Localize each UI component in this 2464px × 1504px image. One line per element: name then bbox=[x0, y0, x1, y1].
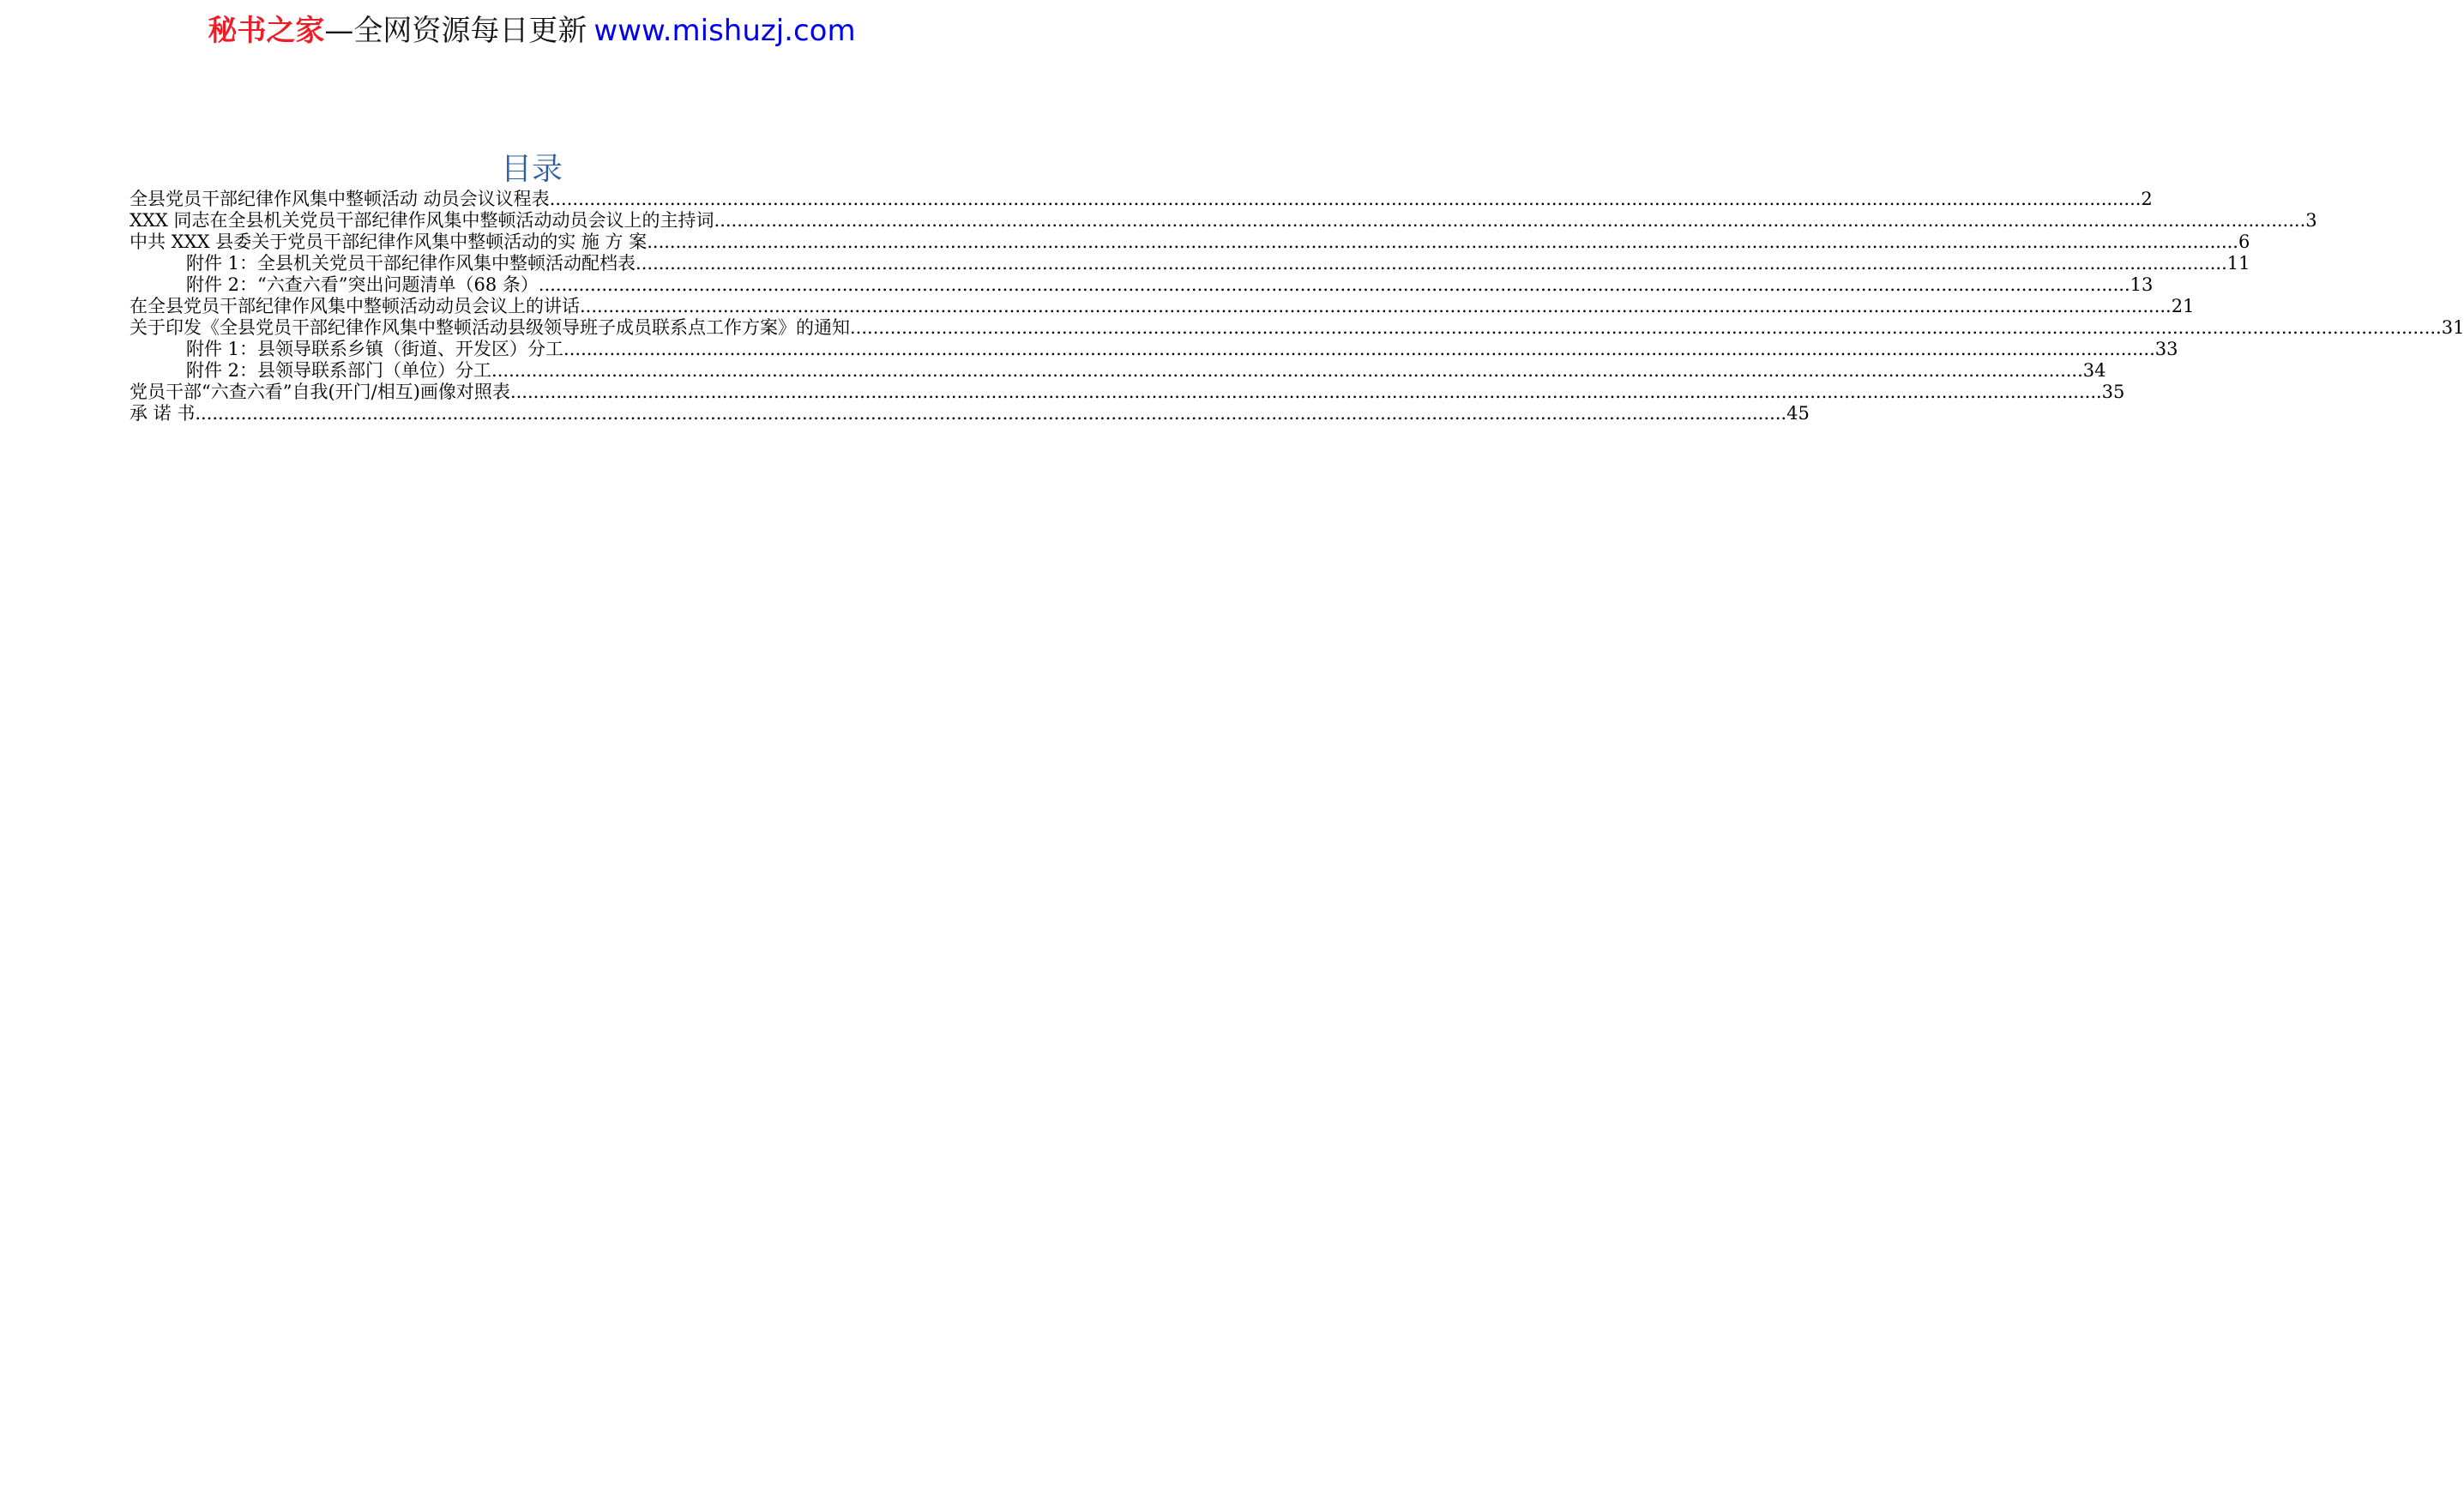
banner-url-link[interactable]: www.mishuzj.com bbox=[593, 14, 856, 48]
toc-leader-dots bbox=[563, 339, 2155, 360]
toc-entry-page: 13 bbox=[2130, 274, 2154, 295]
toc-entry[interactable] bbox=[130, 232, 2250, 253]
toc-entry-text: XXX 同志在全县机关党员干部纪律作风集中整顿活动动员会议上的主持词 bbox=[130, 210, 714, 231]
toc-entry[interactable] bbox=[130, 210, 2317, 232]
toc-entry[interactable] bbox=[130, 317, 2464, 339]
toc-leader-dots bbox=[636, 253, 2227, 274]
toc-leader-dots bbox=[195, 403, 1786, 424]
toc-entry-page: 33 bbox=[2154, 339, 2178, 359]
banner-brand: 秘书之家 bbox=[208, 14, 325, 48]
toc-leader-dots bbox=[550, 189, 2142, 210]
banner-slogan: —全网资源每日更新 bbox=[324, 14, 587, 48]
toc-entry-text: 关于印发《全县党员干部纪律作风集中整顿活动县级领导班子成员联系点工作方案》的通知 bbox=[130, 317, 850, 338]
toc-entry-page: 2 bbox=[2141, 189, 2153, 209]
toc-subentry[interactable] bbox=[130, 274, 2154, 296]
toc-entry-text: 附件 1：全县机关党员干部纪律作风集中整顿活动配档表 bbox=[186, 253, 636, 274]
toc-entry-text: 在全县党员干部纪律作风集中整顿活动动员会议上的讲话 bbox=[130, 296, 580, 316]
toc-entry-text: 中共 XXX 县委关于党员干部纪律作风集中整顿活动的实 施 方 案 bbox=[130, 232, 648, 252]
toc-subentry[interactable] bbox=[130, 253, 2250, 274]
toc-entry-page: 45 bbox=[1786, 403, 1810, 424]
toc-title: 目录 bbox=[500, 152, 563, 187]
toc-leader-dots bbox=[510, 382, 2102, 403]
toc-entry-page: 11 bbox=[2226, 253, 2250, 274]
toc-entry-page: 21 bbox=[2171, 296, 2195, 316]
site-banner bbox=[0, 12, 1063, 50]
toc-entry-page: 35 bbox=[2101, 382, 2125, 402]
toc-entry-text: 全县党员干部纪律作风集中整顿活动 动员会议议程表 bbox=[130, 189, 550, 209]
toc-entry-page: 34 bbox=[2082, 360, 2106, 381]
toc-entry-page: 31 bbox=[2441, 317, 2464, 338]
toc-entry-text: 附件 2：“六查六看”突出问题清单（68 条） bbox=[186, 274, 539, 295]
toc-entry-text: 承 诺 书 bbox=[130, 403, 196, 424]
toc-entry-page: 6 bbox=[2238, 232, 2250, 252]
toc-entry-text: 党员干部“六查六看”自我(开门/相互)画像对照表 bbox=[130, 382, 510, 402]
toc-entry[interactable] bbox=[130, 382, 2125, 403]
table-of-contents bbox=[130, 189, 2464, 424]
toc-entry[interactable] bbox=[130, 403, 1810, 424]
toc-leader-dots bbox=[491, 360, 2083, 382]
toc-subentry[interactable] bbox=[130, 339, 2178, 360]
toc-leader-dots bbox=[539, 274, 2130, 296]
toc-leader-dots bbox=[714, 210, 2306, 232]
toc-entry[interactable] bbox=[130, 296, 2195, 317]
toc-entry[interactable] bbox=[130, 189, 2153, 210]
toc-leader-dots bbox=[580, 296, 2172, 317]
toc-subentry[interactable] bbox=[130, 360, 2106, 382]
toc-entry-text: 附件 1：县领导联系乡镇（街道、开发区）分工 bbox=[186, 339, 564, 359]
toc-leader-dots bbox=[647, 232, 2238, 253]
toc-entry-page: 3 bbox=[2305, 210, 2317, 231]
toc-entry-text: 附件 2：县领导联系部门（单位）分工 bbox=[186, 360, 492, 381]
toc-leader-dots bbox=[850, 317, 2442, 339]
